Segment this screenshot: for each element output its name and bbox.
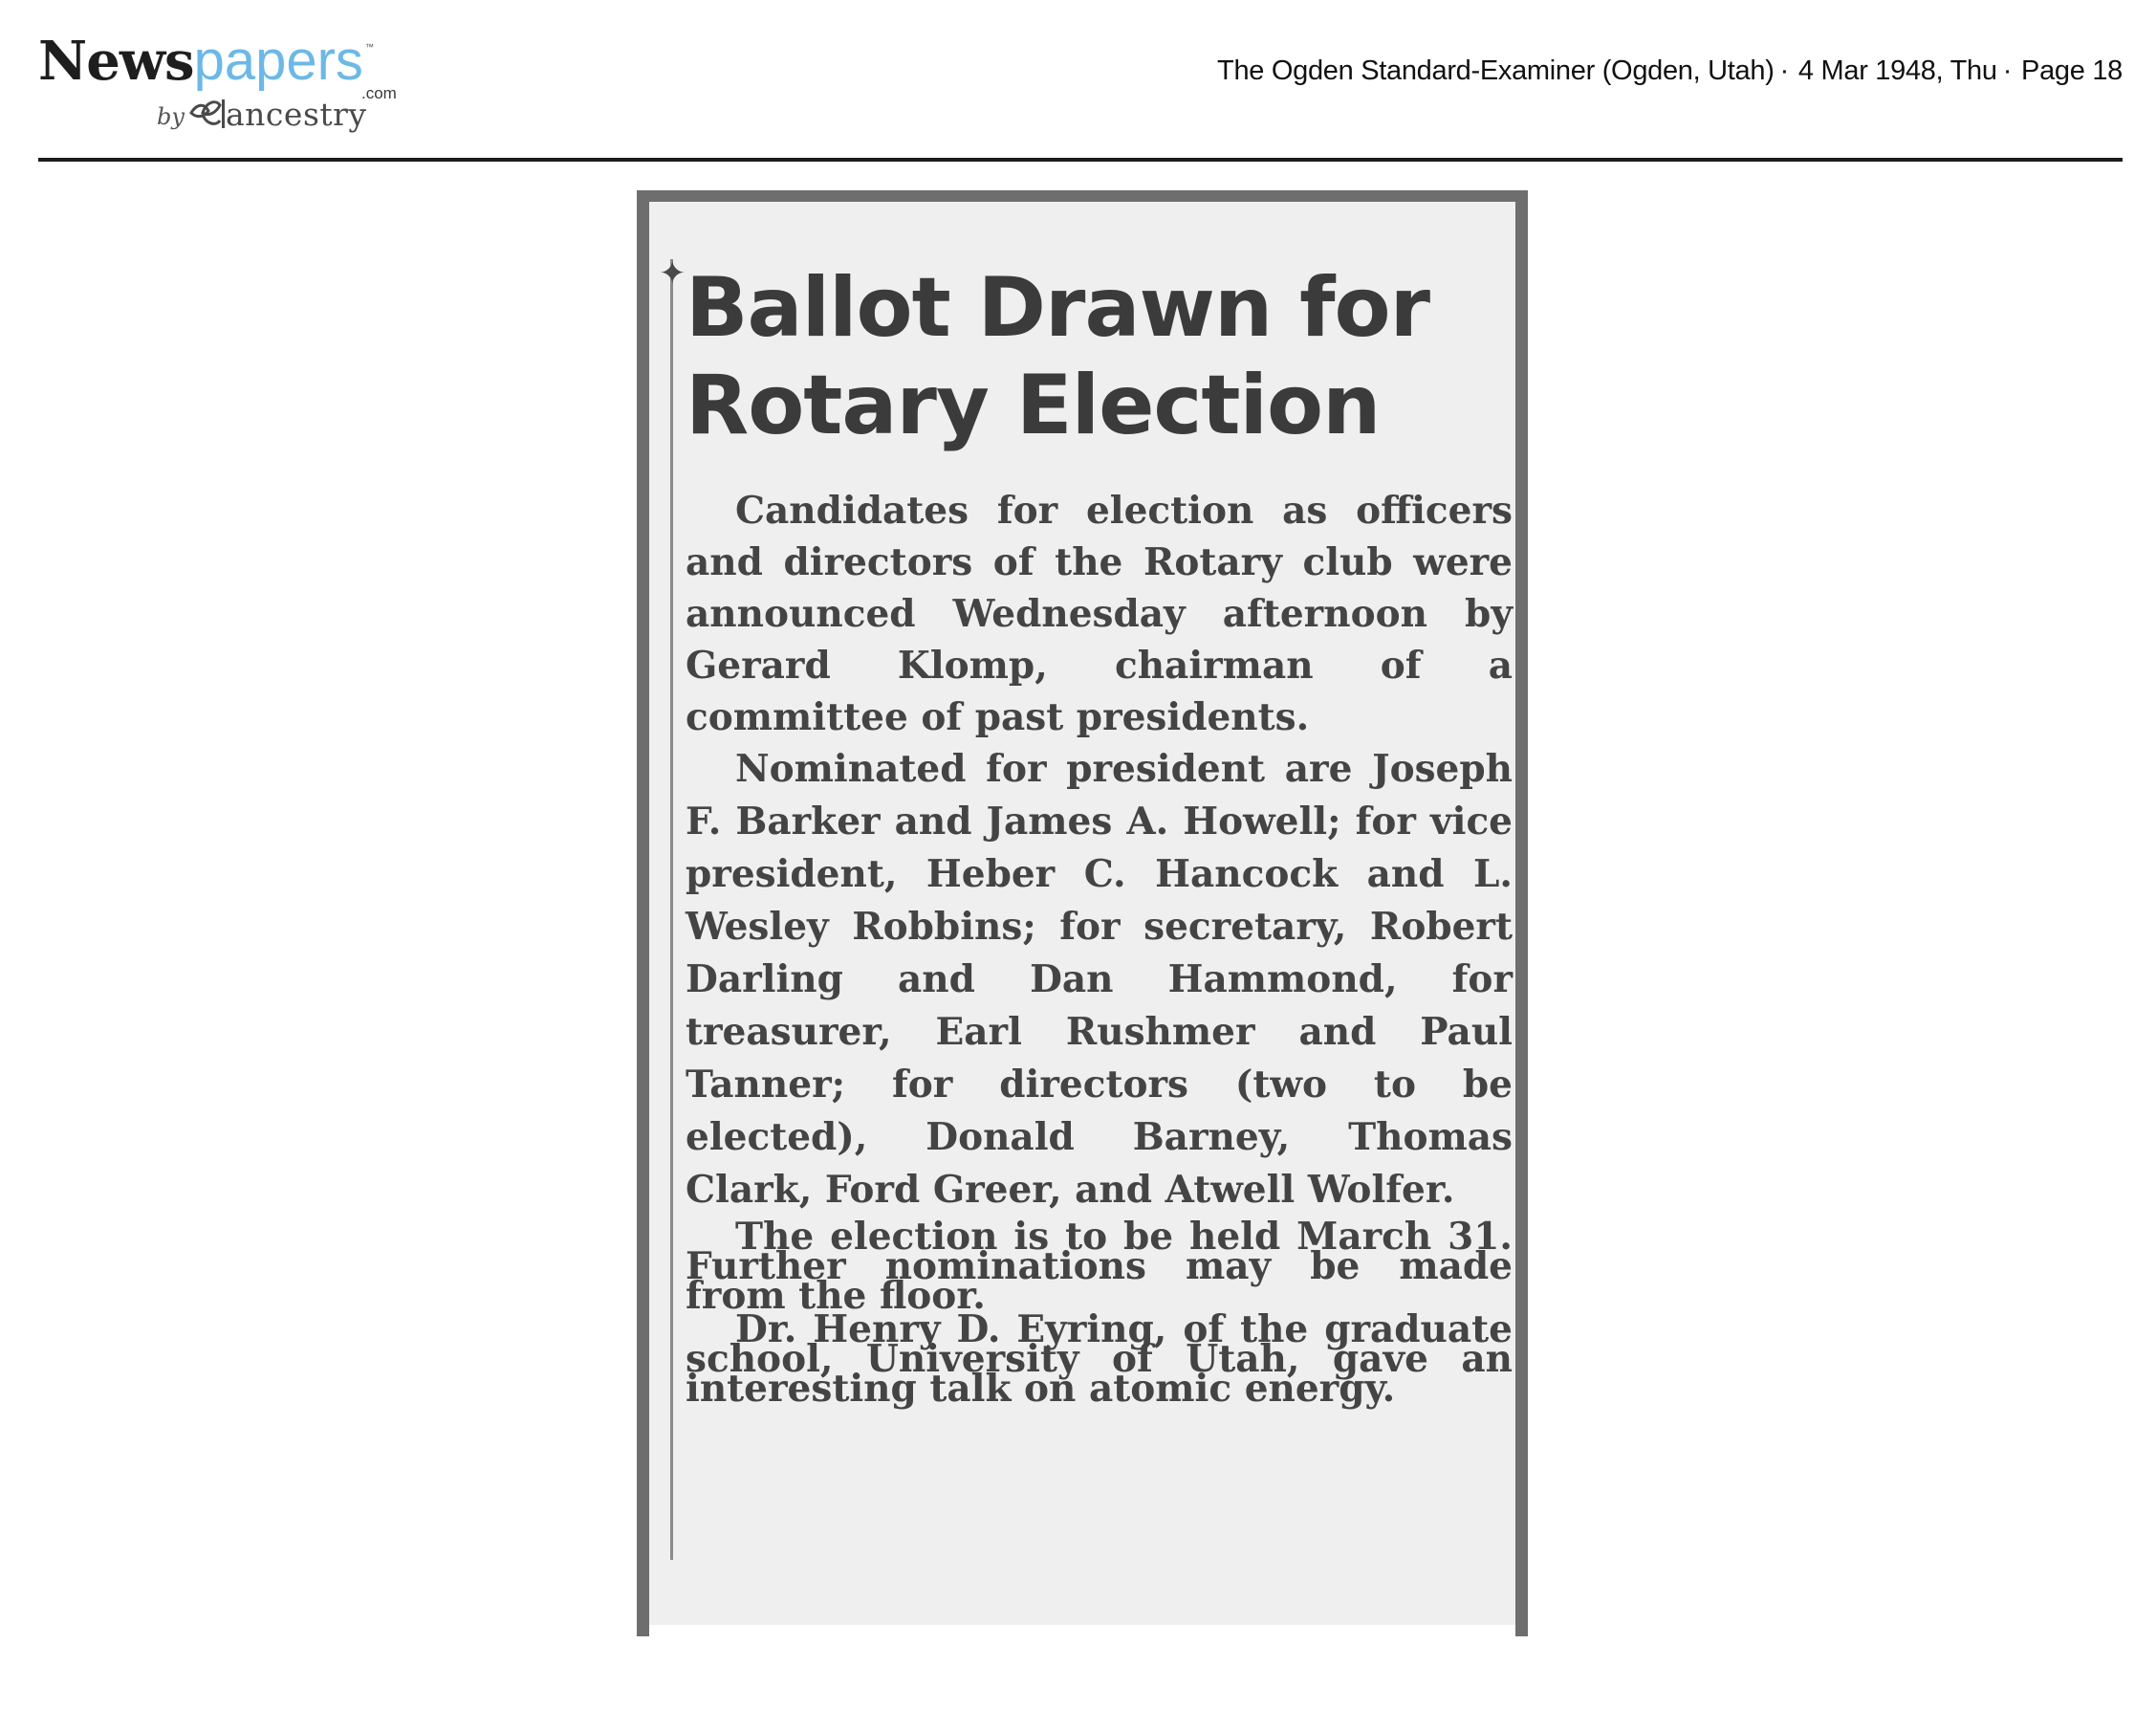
separator-dot: · <box>2002 55 2013 86</box>
star-ornament-icon: ✦ <box>659 255 686 292</box>
publication-name: The Ogden Standard-Examiner (Ogden, Utah) <box>1217 55 1775 86</box>
article-paragraph: The election is to be held March 31. Further nominations may be made from the floor. <box>686 1215 1513 1318</box>
ancestry-leaf-icon <box>189 98 226 128</box>
clipping-paper <box>649 202 1515 1636</box>
trademark-mark: ™ <box>365 42 374 52</box>
logo-domain-suffix: .com <box>361 84 397 102</box>
page-number: Page 18 <box>2021 55 2123 86</box>
logo-news-text: News <box>38 30 194 93</box>
newspapers-logo[interactable] <box>38 29 397 134</box>
publication-date: 4 Mar 1948, Thu <box>1797 55 1997 86</box>
logo-by-label: by <box>157 103 185 130</box>
source-citation <box>1217 55 2123 87</box>
article-body <box>686 485 1513 1411</box>
headline-line-1: Ballot Drawn for <box>686 260 1430 356</box>
article-paragraph: Candidates for election as officers and directors of the Rotary club were announced Wednesday afternoon by Gerard Klomp, chairman of a committee of past presidents. <box>686 489 1513 739</box>
article-headline <box>686 259 1508 454</box>
logo-wordmark <box>38 29 363 93</box>
column-rule <box>670 259 673 1560</box>
clipping-bottom-edge <box>649 1625 1515 1636</box>
header-divider <box>38 158 2123 162</box>
newspaper-clipping <box>637 190 1528 1636</box>
article-paragraph: Dr. Henry D. Eyring, of the graduate school, University of Utah, gave an interesting talk on atomic energy. <box>686 1307 1513 1411</box>
separator-dot: · <box>1779 55 1789 86</box>
headline-line-2: Rotary Election <box>686 358 1381 453</box>
article-paragraph: Nominated for president are Joseph F. Barker and James A. Howell; for vice president, Heber C. Hancock and L. Wesley Robbins; for secretary, Robert Darling and Dan Hammond, for treasurer, Earl Rushmer and Paul Tanner; for directors (two to be elected), Donald Barney, Thomas Clark, Ford Greer, and Atwell Wolfer. <box>686 747 1513 1212</box>
logo-ancestry-text: ancestry <box>226 96 367 133</box>
logo-papers-text: papers <box>193 30 363 92</box>
